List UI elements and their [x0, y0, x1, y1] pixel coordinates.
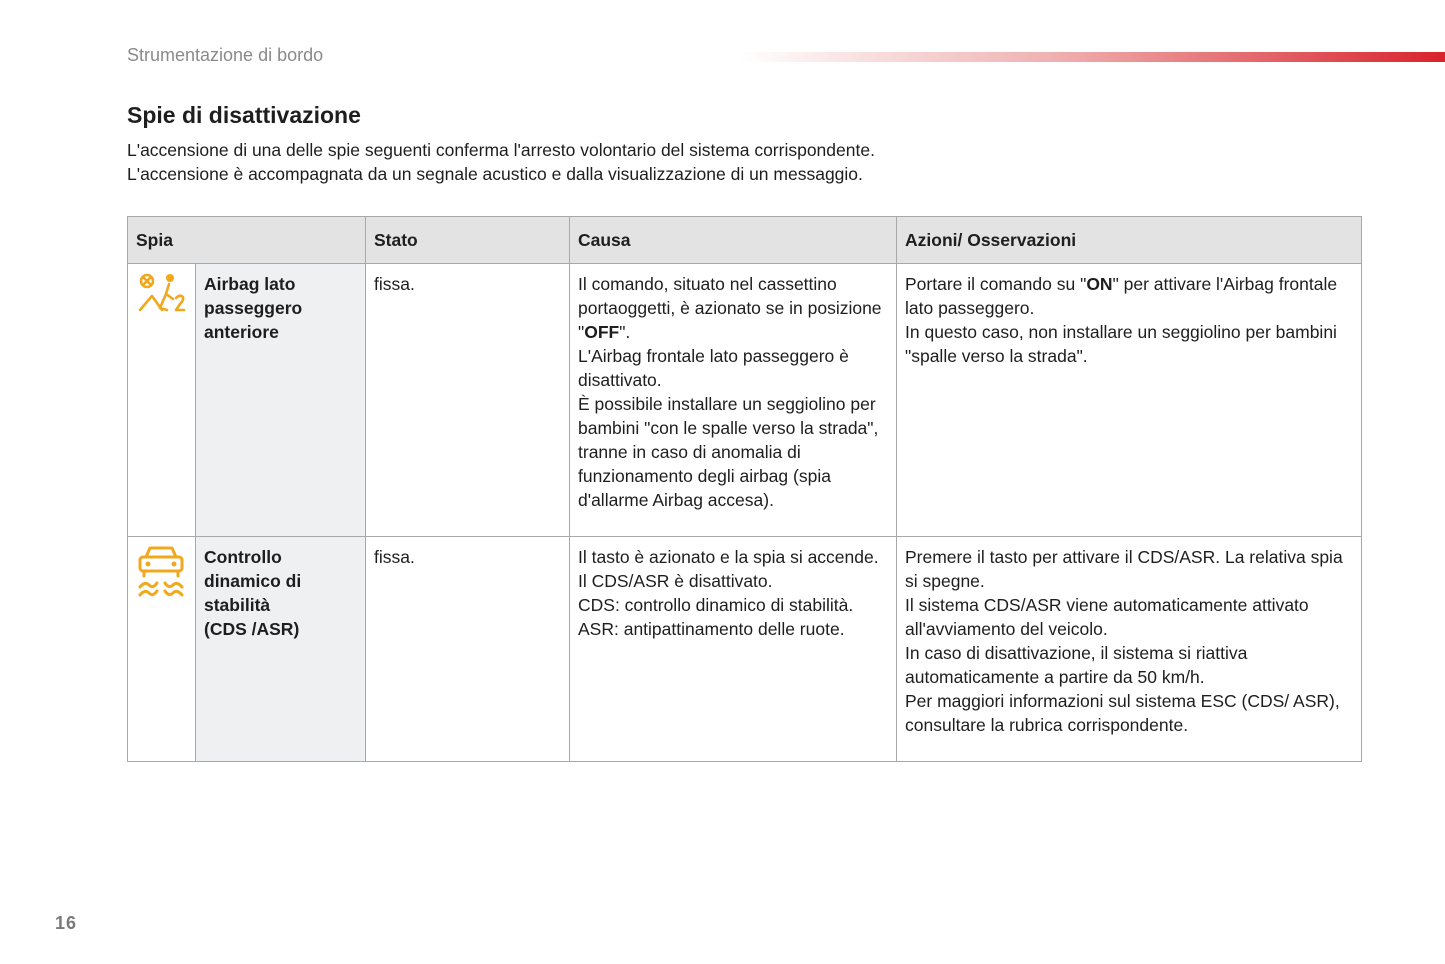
warning-name-line: (CDS /ASR) — [204, 619, 300, 639]
warning-name — [196, 264, 366, 537]
azioni-text: " per attivare l'Airbag frontale lato passeggero. — [905, 274, 1338, 318]
azioni-paragraph — [905, 272, 1353, 320]
stato-cell: fissa. — [366, 537, 570, 762]
table-row — [128, 264, 1362, 537]
column-header-spia: Spia — [128, 217, 366, 264]
passenger-airbag-off-icon — [136, 272, 186, 316]
causa-paragraph: Il CDS/ASR è disattivato. — [578, 571, 773, 591]
stability-control-off-icon — [136, 545, 186, 597]
causa-cell — [570, 537, 897, 762]
warning-name-line: anteriore — [204, 322, 279, 342]
stato-cell: fissa. — [366, 264, 570, 537]
warning-name-line: stabilità — [204, 595, 271, 615]
causa-cell — [570, 264, 897, 537]
causa-paragraph: È possibile installare un seggiolino per bambini "con le spalle verso la strada", tranne in caso di anomalia di funzionamento degli airbag (spia d'allarme Airbag accesa). — [578, 394, 879, 510]
causa-paragraph: Il tasto è azionato e la spia si accende. — [578, 547, 879, 567]
causa-text: ". — [619, 322, 631, 342]
causa-paragraph: CDS: controllo dinamico di stabilità. — [578, 595, 854, 615]
column-header-causa: Causa — [570, 217, 897, 264]
column-header-stato: Stato — [366, 217, 570, 264]
azioni-bold: ON — [1086, 274, 1113, 294]
warning-name — [196, 537, 366, 762]
warning-name-line: passeggero — [204, 298, 303, 318]
column-header-azioni: Azioni/ Osservazioni — [897, 217, 1362, 264]
header-accent-bar — [740, 52, 1445, 62]
intro-text — [127, 138, 875, 186]
intro-line: L'accensione di una delle spie seguenti conferma l'arresto volontario del sistema corrispondente. — [127, 140, 875, 160]
warning-name-line: dinamico di — [204, 571, 302, 591]
icon-cell — [128, 537, 196, 762]
intro-line: L'accensione è accompagnata da un segnale acustico e dalla visualizzazione di un messaggio. — [127, 164, 863, 184]
azioni-cell — [897, 537, 1362, 762]
azioni-cell — [897, 264, 1362, 537]
table-row — [128, 537, 1362, 762]
table-header-row — [128, 217, 1362, 264]
causa-paragraph: ASR: antipattinamento delle ruote. — [578, 619, 845, 639]
icon-cell — [128, 264, 196, 537]
warning-name-line: Controllo — [204, 547, 282, 567]
causa-text: Il comando, situato nel cassettino portaoggetti, è azionato se in posizione " — [578, 274, 882, 342]
azioni-paragraph: In questo caso, non installare un seggiolino per bambini "spalle verso la strada". — [905, 322, 1337, 366]
warning-lights-table — [127, 216, 1362, 762]
azioni-paragraph: Per maggiori informazioni sul sistema ESC (CDS/ ASR), consultare la rubrica corrispondente. — [905, 691, 1340, 735]
azioni-paragraph: Il sistema CDS/ASR viene automaticamente attivato all'avviamento del veicolo. — [905, 595, 1309, 639]
azioni-text: Portare il comando su " — [905, 274, 1087, 294]
warning-name-line: Airbag lato — [204, 274, 296, 294]
section-label: Strumentazione di bordo — [127, 45, 324, 65]
page-number: 16 — [55, 913, 78, 933]
causa-paragraph: L'Airbag frontale lato passeggero è disattivato. — [578, 346, 849, 390]
causa-bold: OFF — [584, 322, 620, 342]
azioni-paragraph: In caso di disattivazione, il sistema si riattiva automaticamente a partire da 50 km/h. — [905, 643, 1248, 687]
causa-paragraph — [578, 272, 888, 344]
azioni-paragraph: Premere il tasto per attivare il CDS/ASR. La relativa spia si spegne. — [905, 547, 1343, 591]
page-title: Spie di disattivazione — [127, 102, 361, 128]
